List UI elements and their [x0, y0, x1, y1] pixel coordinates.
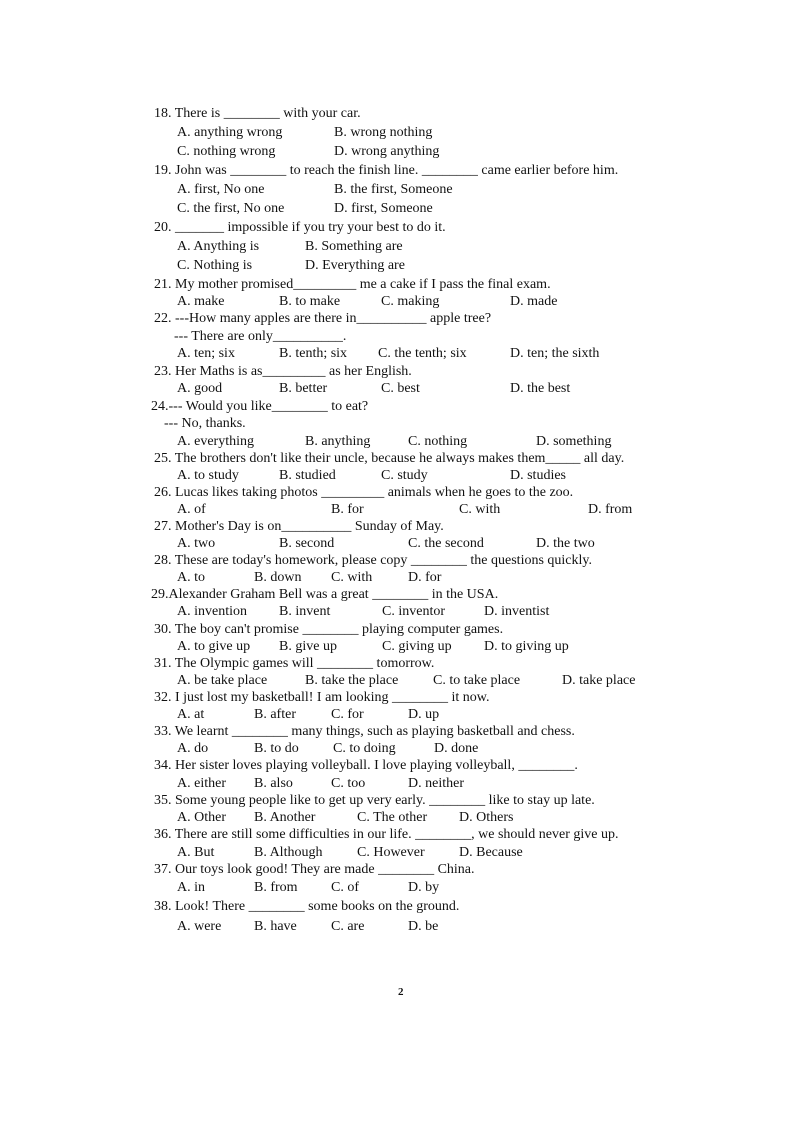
question-29-option-a: A. invention — [177, 604, 247, 619]
question-32-stem: 32. I just lost my basketball! I am looking ________ it now. — [154, 690, 490, 705]
question-30-option-c: C. giving up — [382, 639, 452, 654]
question-22-option-b: B. tenth; six — [279, 346, 348, 361]
question-25-option-a: A. to study — [177, 468, 239, 483]
question-32-option-d: D. up — [408, 707, 440, 722]
question-21-option-d: D. made — [510, 294, 558, 309]
question-30-option-d: D. to giving up — [484, 639, 569, 654]
question-33-stem: 33. We learnt ________ many things, such as playing basketball and chess. — [154, 724, 575, 739]
question-34-option-a: A. either — [177, 776, 226, 791]
question-26-option-c: C. with — [459, 502, 501, 517]
question-23-option-c: C. best — [381, 381, 420, 396]
question-23-stem: 23. Her Maths is as_________ as her English. — [154, 364, 412, 379]
question-30-stem: 30. The boy can't promise ________ playing computer games. — [154, 622, 504, 637]
question-33-option-b: B. to do — [254, 741, 299, 756]
question-27-option-b: B. second — [279, 536, 335, 551]
question-35-option-a: A. Other — [177, 810, 226, 825]
question-19-option-a: A. first, No one — [177, 182, 265, 197]
question-18-option-a: A. anything wrong — [177, 125, 283, 140]
question-23-option-b: B. better — [279, 381, 328, 396]
question-36-option-c: C. However — [357, 845, 425, 860]
question-20-option-c: C. Nothing is — [177, 258, 253, 273]
question-20-option-d: D. Everything are — [305, 258, 405, 273]
question-33-option-d: D. done — [434, 741, 479, 756]
question-22-option-d: D. ten; the sixth — [510, 346, 600, 361]
question-26-option-a: A. of — [177, 502, 206, 517]
question-31-stem: 31. The Olympic games will ________ tomorrow. — [154, 656, 435, 671]
question-24-stem: 24.--- Would you like________ to eat? — [151, 399, 369, 414]
question-18-option-c: C. nothing wrong — [177, 144, 276, 159]
question-28-option-d: D. for — [408, 570, 442, 585]
question-34-option-d: D. neither — [408, 776, 464, 791]
question-38-option-c: C. are — [331, 919, 365, 934]
question-19-option-d: D. first, Someone — [334, 201, 433, 216]
question-38-option-b: B. have — [254, 919, 297, 934]
question-25-option-c: C. study — [381, 468, 428, 483]
question-26-stem: 26. Lucas likes taking photos _________ animals when he goes to the zoo. — [154, 485, 574, 500]
question-24-option-c: C. nothing — [408, 434, 468, 449]
question-27-stem: 27. Mother's Day is on__________ Sunday of May. — [154, 519, 444, 534]
question-37-option-d: D. by — [408, 880, 440, 895]
question-24-option-a: A. everything — [177, 434, 254, 449]
question-35-option-d: D. Others — [459, 810, 514, 825]
question-31-option-d: D. take place — [562, 673, 636, 688]
question-19-option-b: B. the first, Someone — [334, 182, 453, 197]
question-25-option-b: B. studied — [279, 468, 336, 483]
question-29-option-d: D. inventist — [484, 604, 550, 619]
question-28-option-c: C. with — [331, 570, 373, 585]
question-37-option-c: C. of — [331, 880, 359, 895]
question-19-stem: 19. John was ________ to reach the finish line. ________ came earlier before him. — [154, 163, 619, 178]
page-number: 2 — [398, 986, 404, 998]
question-18-option-b: B. wrong nothing — [334, 125, 433, 140]
question-20-option-b: B. Something are — [305, 239, 403, 254]
question-20-option-a: A. Anything is — [177, 239, 260, 254]
question-36-option-b: B. Although — [254, 845, 323, 860]
question-24-option-d: D. something — [536, 434, 612, 449]
question-34-stem: 34. Her sister loves playing volleyball. I love playing volleyball, ________. — [154, 758, 578, 773]
question-30-option-b: B. give up — [279, 639, 337, 654]
question-22-option-c: C. the tenth; six — [378, 346, 467, 361]
question-35-stem: 35. Some young people like to get up very early. ________ like to stay up late. — [154, 793, 595, 808]
question-31-option-c: C. to take place — [433, 673, 521, 688]
question-30-option-a: A. to give up — [177, 639, 251, 654]
question-34-option-b: B. also — [254, 776, 293, 791]
question-23-option-a: A. good — [177, 381, 223, 396]
question-32-option-a: A. at — [177, 707, 205, 722]
question-29-stem: 29.Alexander Graham Bell was a great ________ in the USA. — [151, 587, 499, 602]
question-18-stem: 18. There is ________ with your car. — [154, 106, 361, 121]
question-23-option-d: D. the best — [510, 381, 571, 396]
question-19-option-c: C. the first, No one — [177, 201, 285, 216]
question-25-option-d: D. studies — [510, 468, 566, 483]
question-36-option-a: A. But — [177, 845, 215, 860]
question-38-option-a: A. were — [177, 919, 222, 934]
question-36-stem: 36. There are still some difficulties in our life. ________, we should never give up. — [154, 827, 619, 842]
question-22-stem-line2: --- There are only__________. — [174, 329, 347, 344]
question-21-option-a: A. make — [177, 294, 225, 309]
question-27-option-d: D. the two — [536, 536, 595, 551]
question-34-option-c: C. too — [331, 776, 366, 791]
question-31-option-a: A. be take place — [177, 673, 268, 688]
question-37-option-a: A. in — [177, 880, 205, 895]
question-27-option-c: C. the second — [408, 536, 484, 551]
question-29-option-c: C. inventor — [382, 604, 445, 619]
question-35-option-b: B. Another — [254, 810, 316, 825]
question-21-option-c: C. making — [381, 294, 440, 309]
question-18-option-d: D. wrong anything — [334, 144, 440, 159]
question-33-option-a: A. do — [177, 741, 209, 756]
question-28-option-a: A. to — [177, 570, 205, 585]
question-37-stem: 37. Our toys look good! They are made ________ China. — [154, 862, 475, 877]
question-33-option-c: C. to doing — [333, 741, 396, 756]
question-22-stem: 22. ---How many apples are there in__________ apple tree? — [154, 311, 492, 326]
question-37-option-b: B. from — [254, 880, 298, 895]
question-26-option-b: B. for — [331, 502, 364, 517]
question-29-option-b: B. invent — [279, 604, 331, 619]
question-35-option-c: C. The other — [357, 810, 428, 825]
question-24-stem-line2: --- No, thanks. — [164, 416, 246, 431]
question-28-option-b: B. down — [254, 570, 302, 585]
question-36-option-d: D. Because — [459, 845, 523, 860]
question-32-option-c: C. for — [331, 707, 364, 722]
question-28-stem: 28. These are today's homework, please copy ________ the questions quickly. — [154, 553, 592, 568]
question-21-stem: 21. My mother promised_________ me a cake if I pass the final exam. — [154, 277, 551, 292]
question-25-stem: 25. The brothers don't like their uncle, because he always makes them_____ all day. — [154, 451, 625, 466]
question-22-option-a: A. ten; six — [177, 346, 235, 361]
question-20-stem: 20. _______ impossible if you try your best to do it. — [154, 220, 446, 235]
question-27-option-a: A. two — [177, 536, 216, 551]
question-24-option-b: B. anything — [305, 434, 371, 449]
question-38-stem: 38. Look! There ________ some books on the ground. — [154, 899, 460, 914]
question-38-option-d: D. be — [408, 919, 439, 934]
question-32-option-b: B. after — [254, 707, 296, 722]
question-26-option-d: D. from — [588, 502, 633, 517]
question-21-option-b: B. to make — [279, 294, 341, 309]
question-31-option-b: B. take the place — [305, 673, 399, 688]
